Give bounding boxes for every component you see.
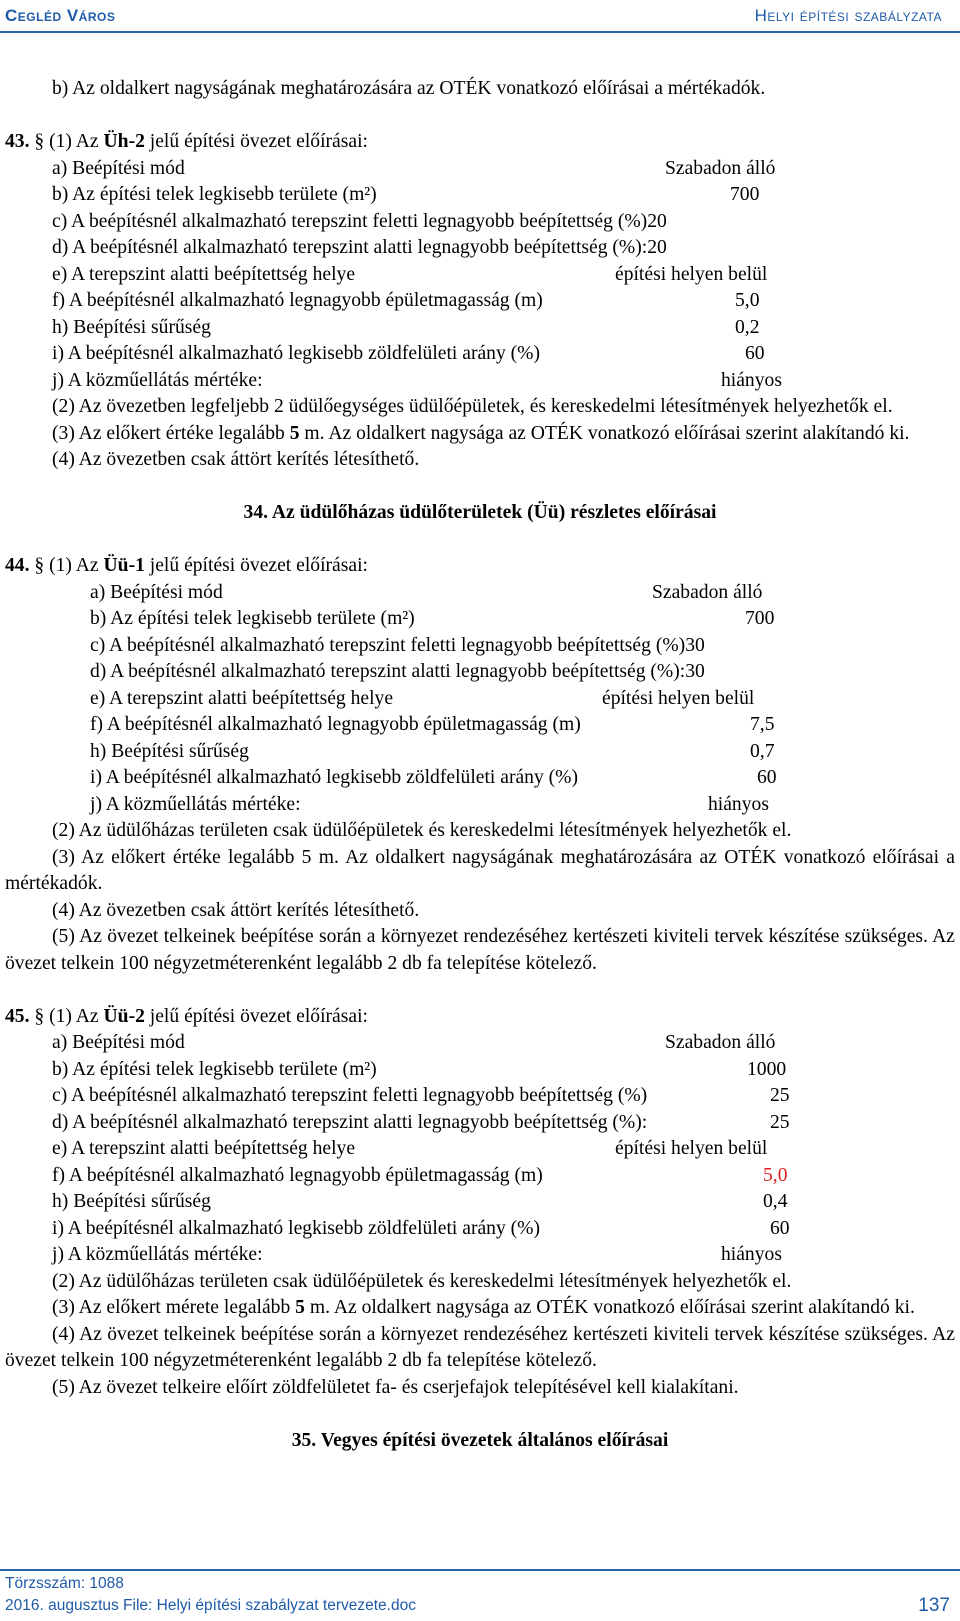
highlighted-value: 5,0 — [763, 1164, 788, 1186]
table-row: a) Beépítési mód Szabadon álló — [52, 157, 776, 179]
table-row: d) A beépítésnél alkalmazható terepszint alatti legnagyobb beépítettség (%): 25 — [52, 1111, 790, 1133]
table-row: i) A beépítésnél alkalmazható legkisebb zöldfelületi arány (%) 60 — [52, 1217, 790, 1239]
document-body — [5, 76, 955, 1454]
page-footer — [0, 1569, 960, 1621]
page-number: 137 — [918, 1595, 950, 1616]
table-row: h) Beépítési sűrűség 0,7 — [90, 740, 775, 762]
table-row: c) A beépítésnél alkalmazható terepszint feletti legnagyobb beépítettség (%)30 — [90, 634, 705, 656]
table-row: i) A beépítésnél alkalmazható legkisebb zöldfelületi arány (%) 60 — [52, 343, 765, 364]
table-row: j) A közműellátás mértéke: hiányos — [52, 1244, 782, 1265]
section-44-lead: 44. § (1) Az Üü-1 jelű építési övezet előírásai: — [5, 555, 368, 576]
section-44-paragraph-2: (2) Az üdülőházas területen csak üdülőépületek és kereskedelmi létesítmények helyezhetők el. — [52, 820, 792, 841]
table-row: i) A beépítésnél alkalmazható legkisebb zöldfelületi arány (%) 60 — [90, 767, 777, 788]
header-city: Cegléd Város — [5, 6, 116, 25]
section-44-paragraph-4: (4) Az övezetben csak áttört kerítés létesíthető. — [52, 899, 420, 921]
table-row: e) A terepszint alatti beépítettség helye építési helyen belül — [90, 687, 755, 709]
section-45-rows — [5, 1030, 955, 1269]
section-43-zone: Üh-2 — [103, 131, 145, 152]
section-44-zone: Üü-1 — [103, 555, 145, 576]
table-row: j) A közműellátás mértéke: hiányos — [90, 793, 769, 815]
table-row: e) A terepszint alatti beépítettség helye építési helyen belül — [52, 263, 768, 285]
section-43-lead: 43. § (1) Az Üh-2 jelű építési övezet előírásai: — [5, 131, 368, 152]
section-43-number: 43. — [5, 131, 30, 152]
section-45-paragraph-4: (4) Az övezet telkeinek beépítése során a környezet rendezéséhez kertészeti kiviteli tervek készítése szükséges. Az övezet telkein 100 négyzetméterenként legalább 2 db fa telepítése kötelező. — [5, 1323, 955, 1371]
footer-registry-number: Törzsszám: 1088 — [5, 1575, 124, 1592]
section-45-number: 45. — [5, 1005, 30, 1027]
section-45-paragraph-3: (3) Az előkert mérete legalább 5 m. Az oldalkert nagysága az OTÉK vonatkozó előírásai szerint alakítandó ki. — [52, 1297, 915, 1318]
section-43-paragraph-4: (4) Az övezetben csak áttört kerítés létesíthető. — [52, 449, 420, 470]
table-row: f) A beépítésnél alkalmazható legnagyobb épületmagasság (m) 5,0 — [52, 290, 760, 311]
section-44-paragraph-5: (5) Az övezet telkeinek beépítése során a környezet rendezéséhez kertészeti kiviteli tervek készítése szükséges. Az övezet telkein 100 négyzetméterenként legalább 2 db fa telepítése kötelező. — [5, 926, 955, 974]
intro-line: b) Az oldalkert nagyságának meghatározására az OTÉK vonatkozó előírásai a mértékadók. — [52, 78, 766, 99]
table-row: b) Az építési telek legkisebb területe (m²) 1000 — [52, 1058, 787, 1080]
section-44-number: 44. — [5, 555, 30, 576]
section-title-35: 35. Vegyes építési övezetek általános előírásai — [291, 1429, 669, 1451]
table-row: h) Beépítési sűrűség 0,2 — [52, 316, 760, 338]
footer-rule — [0, 1569, 960, 1571]
table-row: a) Beépítési mód Szabadon álló — [90, 581, 763, 603]
table-row: a) Beépítési mód Szabadon álló — [52, 1032, 776, 1053]
section-44-paragraph-3: (3) Az előkert értéke legalább 5 m. Az oldalkert nagyságának meghatározására az OTÉK vonatkozó előírásai a mértékadók. — [5, 846, 955, 894]
table-row: f) A beépítésnél alkalmazható legnagyobb épületmagasság (m) 7,5 — [90, 714, 775, 735]
table-row: b) Az építési telek legkisebb területe (m²) 700 — [90, 608, 775, 629]
table-row: b) Az építési telek legkisebb területe (m²) 700 — [52, 184, 760, 205]
section-45-paragraph-2: (2) Az üdülőházas területen csak üdülőépületek és kereskedelmi létesítmények helyezhetők el. — [52, 1270, 792, 1292]
section-45-lead: 45. § (1) Az Üü-2 jelű építési övezet előírásai: — [5, 1005, 368, 1027]
table-row: f) A beépítésnél alkalmazható legnagyobb épületmagasság (m) 5,0 — [5, 1163, 955, 1190]
table-row: e) A terepszint alatti beépítettség helye építési helyen belül — [52, 1138, 768, 1159]
section-43-paragraph-3: (3) Az előkert értéke legalább 5 m. Az oldalkert nagysága az OTÉK vonatkozó előírásai szerint alakítandó ki. — [52, 422, 910, 444]
footer-file-info: 2016. augusztus File: Helyi építési szabályzat tervezete.doc — [5, 1597, 416, 1614]
section-44-rows — [5, 580, 955, 819]
section-43-rows — [5, 156, 955, 395]
table-row: h) Beépítési sűrűség 0,4 — [52, 1191, 788, 1212]
section-45-paragraph-5: (5) Az övezet telkeire előírt zöldfelületet fa- és cserjefajok telepítésével kell kialakítani. — [52, 1376, 739, 1398]
section-43-paragraph-2: (2) Az övezetben legfeljebb 2 üdülőegységes üdülőépületek, és kereskedelmi létesítmények helyezhetők el. — [52, 396, 893, 417]
section-title-34: 34. Az üdülőházas üdülőterületek (Üü) részletes előírásai — [243, 502, 717, 523]
table-row: c) A beépítésnél alkalmazható terepszint feletti legnagyobb beépítettség (%) 25 — [52, 1085, 790, 1106]
table-row: c) A beépítésnél alkalmazható terepszint feletti legnagyobb beépítettség (%)20 — [52, 210, 667, 232]
section-45-zone: Üü-2 — [103, 1005, 145, 1027]
header-document-title: Helyi építési szabályzata — [754, 6, 942, 25]
header-rule — [0, 31, 960, 33]
page-header — [0, 0, 960, 34]
table-row: d) A beépítésnél alkalmazható terepszint alatti legnagyobb beépítettség (%):20 — [52, 237, 667, 258]
table-row: j) A közműellátás mértéke: hiányos — [52, 369, 782, 391]
table-row: d) A beépítésnél alkalmazható terepszint alatti legnagyobb beépítettség (%):30 — [90, 661, 705, 682]
